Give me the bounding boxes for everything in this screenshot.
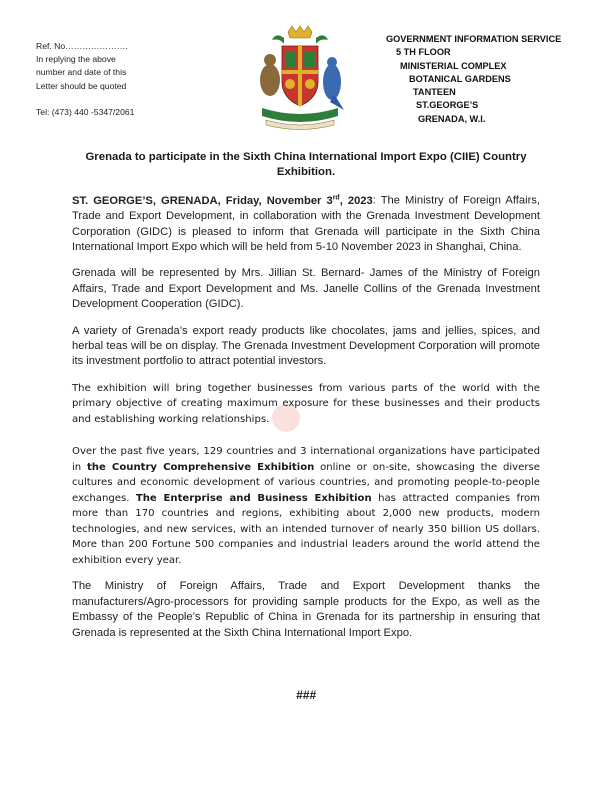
history-bold-enterprise: The Enterprise and Business Exhibition xyxy=(135,492,372,504)
end-mark: ### xyxy=(295,688,317,702)
telephone: Tel: (473) 440 -5347/2061 xyxy=(36,106,135,117)
gov-address-line: GOVERNMENT INFORMATION SERVICE xyxy=(386,34,562,44)
press-release-body xyxy=(72,190,540,652)
gov-address-line: 5 TH FLOOR xyxy=(396,47,451,58)
dateline-text: ST. GEORGE’S, GRENADA, Friday, November 3 xyxy=(72,194,333,207)
paragraph-products: A variety of Grenada’s export ready products like chocolates, jams and jellies, spices, and herbal teas will be on display. The Grenada Investment Development Corporation will promote its investment portfolio to attract potential investors. xyxy=(72,324,540,368)
gov-address-line: BOTANICAL GARDENS xyxy=(409,73,511,84)
history-bold-country: the Country Comprehensive Exhibition xyxy=(86,461,315,473)
dateline-suffix: rd xyxy=(332,194,340,201)
dateline xyxy=(72,195,373,207)
paragraph-history xyxy=(72,444,540,568)
paragraph-exhibition: The exhibition will bring together businesses from various parts of the world with the primary objective of creating maximum exposure for these businesses and their products and establishing working relationships. xyxy=(72,382,540,425)
gov-address-line: MINISTERIAL COMPLEX xyxy=(400,60,507,71)
reply-instruction-line3: Letter should be quoted xyxy=(36,80,127,91)
reference-block xyxy=(36,40,134,119)
paragraph-representatives: Grenada will be represented by Mrs. Jillian St. Bernard- James of the Ministry of Foreign Affairs, Trade and Export Development and Ms. Janelle Collins of the Grenada Investment Development Cooperation (GIDC). xyxy=(72,267,540,311)
history-text-a: Over the past five years, 129 countries and 3 international organizations have participated in xyxy=(72,446,540,473)
paragraph-intro xyxy=(72,190,540,255)
paragraph-thanks: The Ministry of Foreign Affairs, Trade and Export Development thanks the manufacturers/Agro-processors for providing sample products for the Expo, as well as the Embassy of the People’s Republic of China in Grenada for its partnership in ensuring that Grenada is represented at the Sixth China International Import Expo. xyxy=(72,580,540,639)
press-release-headline: Grenada to participate in the Sixth China International Import Expo (CIIE) Country Exhibition. xyxy=(85,151,527,178)
government-address xyxy=(386,33,561,126)
intro-text: : The Ministry of Foreign Affairs, Trade and Export Development, in collaboration with the Grenada Investment Development Corporation (GIDC) is pleased to inform that Grenada will participate in the Sixth China International Import Expo which will be held from 5-10 November 2023 in Shanghai, China. xyxy=(72,194,541,253)
gov-address-line: TANTEEN xyxy=(413,87,456,98)
reply-instruction-line1: In replying the above xyxy=(36,54,116,65)
dateline-year: , 2023 xyxy=(339,194,373,207)
history-text-c: online or on-site, showcasing the diverse cultures and economic development of various countries, and promoting people-to-people exchanges. xyxy=(72,461,540,504)
history-text-e: has attracted companies from more than 170 countries and regions, exhibiting about 2,000 new products, modern technologies, and new services, with an intended turnover of nearly 350 billion US dollars. More than 200 Fortune 500 companies and industrial leaders around the world attend the exhibition every year. xyxy=(72,492,541,566)
grenada-coat-of-arms-icon xyxy=(248,24,352,132)
gov-address-line: ST.GEORGE’S xyxy=(416,100,479,111)
ref-number: Ref. No…………………. xyxy=(36,41,128,51)
gov-address-line: GRENADA, W.I. xyxy=(418,113,486,124)
reply-instruction-line2: number and date of this xyxy=(36,67,127,78)
